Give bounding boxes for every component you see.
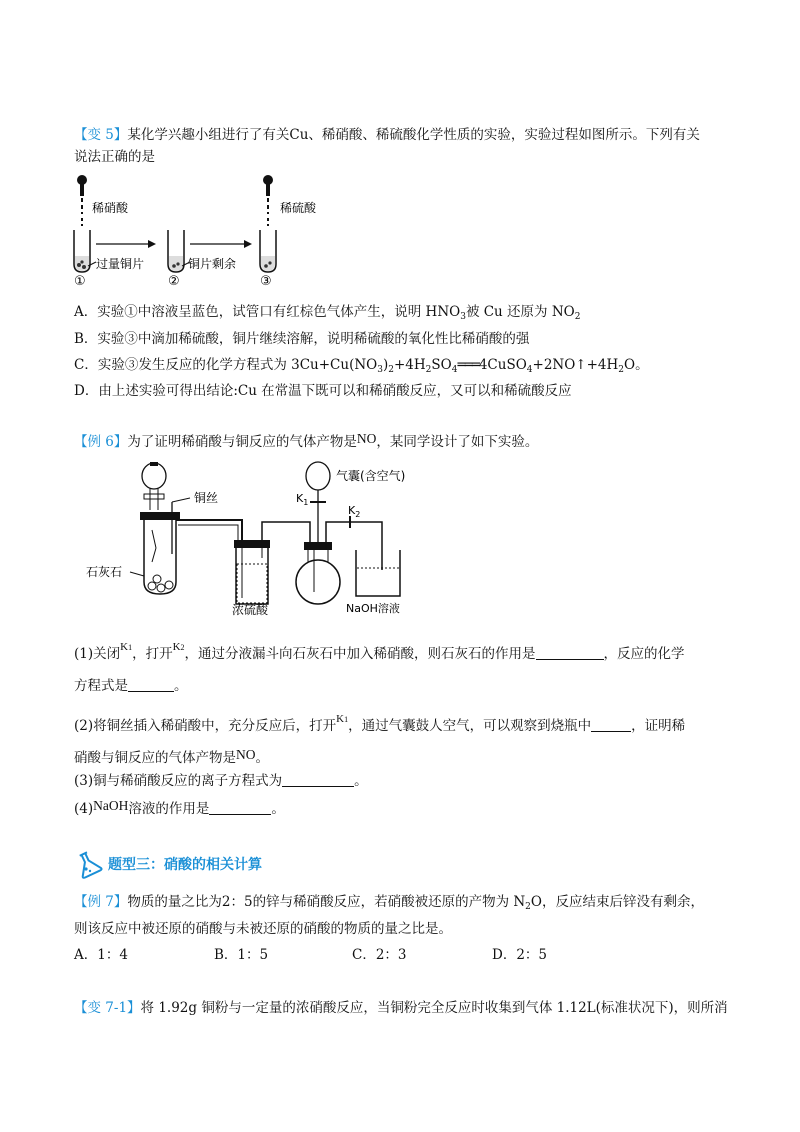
q5-option-d: D．由上述实验可得出结论:Cu 在常温下既可以和稀硝酸反应，又可以和稀硫酸反应 xyxy=(74,383,572,399)
answer-blank[interactable] xyxy=(536,645,604,660)
q5-stem-line1: 某化学兴趣小组进行了有关Cu、稀硝酸、稀硫酸化学性质的实验，实验过程如图所示。下列有关 xyxy=(127,127,700,143)
option-d[interactable]: D．2：5 xyxy=(492,947,548,963)
q5-option-b: B．实验③中滴加稀硫酸，铜片继续溶解，说明稀硫酸的氧化性比稀硝酸的强 xyxy=(74,331,530,347)
ex6-part3: (3)铜与稀硝酸反应的离子方程式为 。 xyxy=(74,773,368,789)
q5-experiment-diagram xyxy=(70,168,317,289)
q5-tag: 【变 5】 xyxy=(74,127,128,143)
section-title: 题型三：硝酸的相关计算 xyxy=(108,857,262,873)
separatory-funnel xyxy=(142,463,166,489)
label-limestone: 石灰石 xyxy=(86,565,123,579)
ex7-options xyxy=(74,944,734,966)
label-copper-remaining: 铜片剩余 xyxy=(188,257,237,271)
ex6-part1: (1)关闭K1，打开K2，通过分液漏斗向石灰石中加入稀硝酸，则石灰石的作用是 ，反应的化学 xyxy=(74,641,685,662)
ex6-stem: 【例 6】为了证明稀硝酸与铜反应的气体产物是NO，某同学设计了如下实验。 xyxy=(74,431,539,450)
answer-blank[interactable] xyxy=(209,800,271,815)
label-naoh: NaOH溶液 xyxy=(346,602,400,615)
round-flask xyxy=(296,560,340,604)
label-excess-copper: 过量铜片 xyxy=(96,257,145,271)
label-copper-wire: 铜丝 xyxy=(194,491,219,505)
ex6-figure xyxy=(82,458,422,616)
q5-stem-line2: 说法正确的是 xyxy=(74,149,155,165)
ex7-stem: 【例 7】物质的量之比为2：5的锌与稀硝酸反应，若硝酸被还原的产物为 $N_2O$，反应结束后锌没有剩余， 则该反应中被还原的硝酸与未被还原的硝酸的物质的量之比是。 xyxy=(74,894,704,937)
dropper-bulb-2 xyxy=(263,175,273,185)
answer-blank[interactable] xyxy=(591,717,631,732)
section-heading xyxy=(74,851,262,877)
q5-stem xyxy=(74,124,734,168)
dropper-bulb-1 xyxy=(77,175,87,185)
answer-blank[interactable] xyxy=(128,677,174,692)
ex6-part1-line2: 方程式是 。 xyxy=(74,678,188,694)
label-circle-3: ③ xyxy=(260,274,272,289)
ex6-part2-line2: 硝酸与铜反应的气体产物是NO。 xyxy=(74,747,269,766)
var71-stem: 【变 7-1】将 1.92g 铜粉与一定量的浓硝酸反应，当铜粉完全反应时收集到气体 1.12L(标准状况下)，则所消 xyxy=(74,1000,728,1016)
q5-figure xyxy=(70,168,317,289)
label-dilute-nitric: 稀硝酸 xyxy=(92,201,129,215)
ex7-tag: 【例 7】 xyxy=(74,894,128,910)
wash-bottle xyxy=(236,548,268,604)
var71-tag: 【变 7-1】 xyxy=(74,1000,141,1016)
ex6-part2: (2)将铜丝插入稀硝酸中，充分反应后，打开K1，通过气囊鼓人空气，可以观察到烧瓶中 ，证明稀 xyxy=(74,713,686,734)
label-circle-2: ② xyxy=(168,274,180,289)
q5-option-c: C．实验③发生反应的化学方程式为 $3Cu+Cu(NO_3)_2+4H_2SO_4═══4CuSO_4+2NO↑+4H_2O$。 xyxy=(74,357,649,375)
label-conc-sulfuric: 浓硫酸 xyxy=(232,603,269,617)
flask-icon xyxy=(74,851,102,877)
label-airbag: 气囊(含空气) xyxy=(336,469,406,483)
label-circle-1: ① xyxy=(74,274,86,289)
beaker xyxy=(356,550,400,596)
ex6-tag: 【例 6】 xyxy=(74,434,128,450)
label-k1: $K_1$ xyxy=(296,492,309,507)
answer-blank[interactable] xyxy=(282,772,354,787)
q5-option-a: A．实验①中溶液呈蓝色，试管口有红棕色气体产生，说明 $HNO_3$被 Cu 还原为 $NO_2$ xyxy=(74,304,581,322)
option-c[interactable]: C．2：3 xyxy=(352,947,407,963)
ex6-apparatus-diagram xyxy=(82,458,422,616)
option-a[interactable]: A．1：4 xyxy=(74,947,128,963)
option-b[interactable]: B．1：5 xyxy=(214,947,269,963)
airbag xyxy=(306,462,330,490)
label-dilute-sulfuric: 稀硫酸 xyxy=(280,201,317,215)
label-k2: $K_2$ xyxy=(348,504,361,519)
ex6-part4: (4)NaOH溶液的作用是 。 xyxy=(74,798,285,817)
